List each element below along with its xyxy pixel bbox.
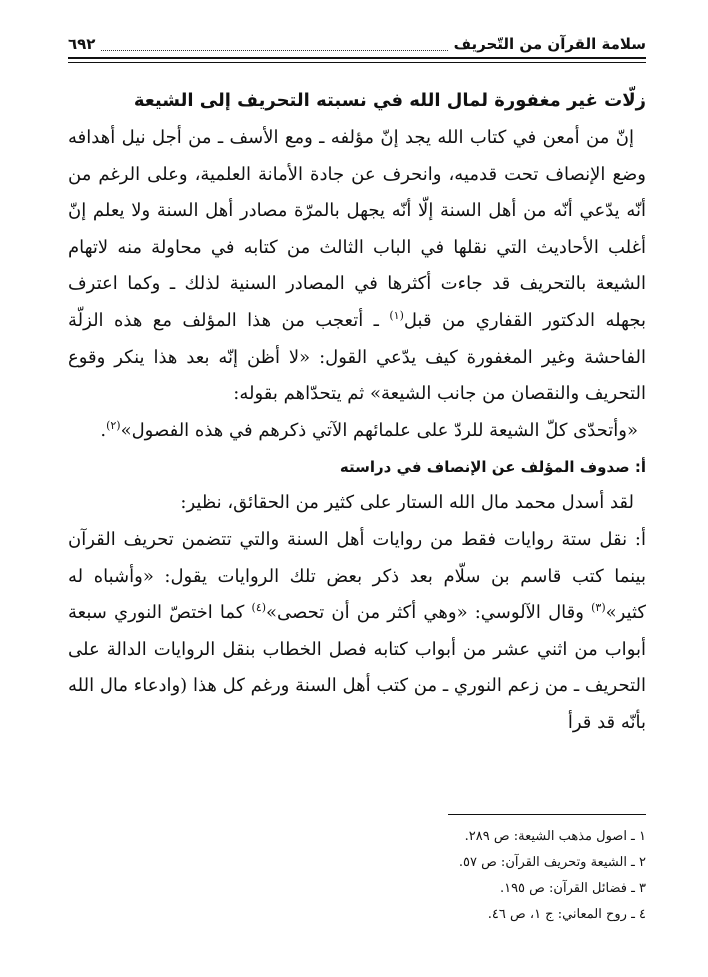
footnote-ref-2: (٢) <box>106 418 121 432</box>
paragraph-3-part-b: وقال الآلوسي: «وهي أكثر من أن تحصى» <box>266 602 592 624</box>
main-content <box>68 86 646 742</box>
header-title: سلامة القرآن من التّحريف <box>453 35 646 53</box>
section-heading: زلّات غير مغفورة لمال الله في نسبته التحريف إلى الشيعة <box>133 90 646 111</box>
paragraph-2: لقد أسدل محمد مال الله الستار على كثير من الحقائق، نظير: <box>180 492 634 514</box>
footnote-item: ٣ ـ فضائل القرآن: ص ١٩٥. <box>499 881 646 896</box>
footnote-item: ١ ـ اصول مذهب الشيعة: ص ٢٨٩. <box>464 829 646 844</box>
paragraph-3-part-c: كما اختصّ النوري سبعة أبواب من اثني عشر من أبواب كتابه فصل الخطاب بنقل الروايات الدالة على التحريف ـ من زعم النوري ـ من كتب أهل السنة ورغم كل هذا (وادعاء مال الله بأنّه قد قرأ <box>68 602 646 733</box>
quote-text: «وأتحدّى كلّ الشيعة للردّ على علمائهم الآتي ذكرهم في هذه الفصول» <box>120 419 638 441</box>
footnote-separator <box>448 814 646 815</box>
quote-block <box>68 413 646 450</box>
paragraph-1-text: إنّ من أمعن في كتاب الله يجد إنّ مؤلفه ـ ومع الأسف ـ من أجل نيل أهدافه وضع الإنصاف تحت قدميه، وانحرف عن جادة الأمانة العلمية، وعلى الرغم من أنّه يدّعي أنّه من أهل السنة إلّا أنّه يجهل بالمرّة مصادر أهل السنة ولا يعلم إنّ أغلب الأحاديث التي نقلها في الباب الثالث من كتابه في محاولة منه لاتهام الشيعة بالتحريف قد جاءت أكثرها في المصادر السنية لذلك ـ وكما اعترف بجهله الدكتور القفاري من قبل <box>68 127 646 331</box>
paragraph-1-continuation: ـ أتعجب من هذا المؤلف مع هذه الزلّة الفاحشة وغير المغفورة كيف يدّعي القول: «لا أظن إنّه بعد هذا ينكر وقوع التحريف والنقصان من جانب الشيعة» ثم يتحدّاهم بقوله: <box>68 309 646 405</box>
paragraph-3 <box>68 522 646 742</box>
footnote-ref-1: (١) <box>389 308 404 322</box>
paragraph-1 <box>68 120 646 413</box>
footnotes <box>68 824 646 928</box>
quote-end: . <box>100 419 107 441</box>
paragraph-3-part-a: أ: نقل ستة روايات فقط من روايات أهل السنة والتي تتضمن تحريف القرآن بينما كتب قاسم بن سلّام بعد ذكر بعض تلك الروايات يقول: «وأشباه له كثير» <box>68 528 646 624</box>
footnote-item: ٤ ـ روح المعاني: ج ١، ص ٤٦. <box>487 907 646 922</box>
header-leader-dots <box>101 38 447 51</box>
sub-heading: أ: صدوف المؤلف عن الإنصاف في دراسته <box>339 458 646 477</box>
footnote-ref-4: (٤) <box>251 601 267 615</box>
footnote-ref-3: (٣) <box>591 601 606 615</box>
running-header <box>68 34 646 54</box>
footnote-item: ٢ ـ الشيعة وتحريف القرآن: ص ٥٧. <box>458 855 646 870</box>
page-number: ٦٩٢ <box>68 35 96 53</box>
header-rule <box>68 57 646 63</box>
